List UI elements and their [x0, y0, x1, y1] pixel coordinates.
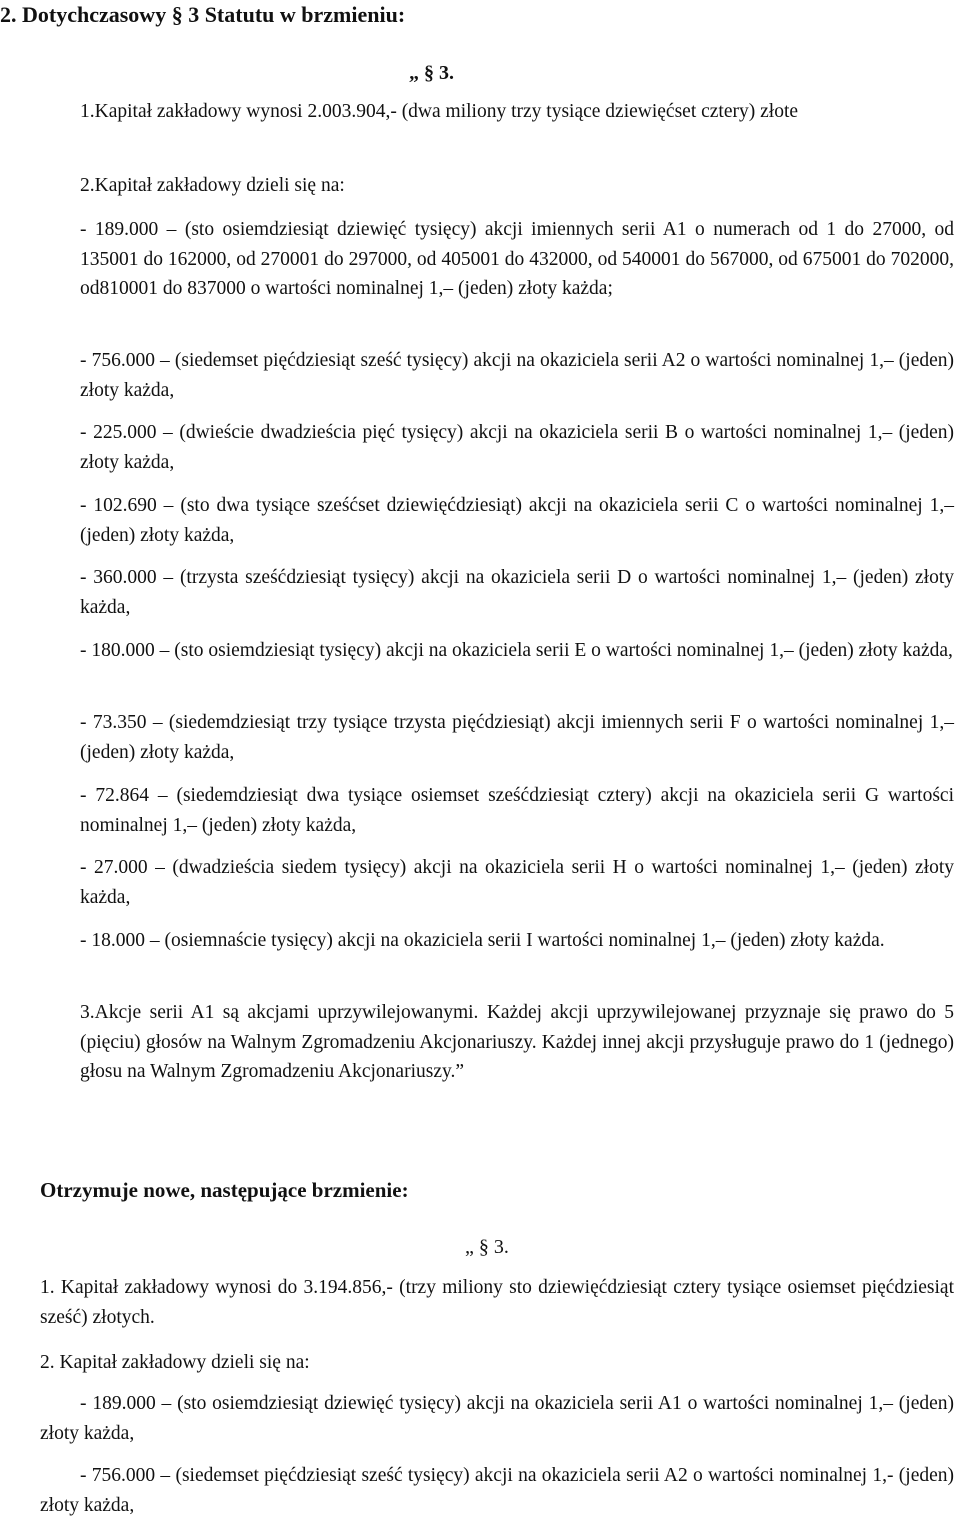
old-heading: 2. Dotychczasowy § 3 Statutu w brzmieniu: — [0, 2, 406, 27]
old-section-mark: „ § 3. — [409, 62, 454, 84]
new-item-2: - 756.000 – (siedemset pięćdziesiąt sześć tysięcy) akcji na okaziciela serii A2 o wartości nominalnej 1,- (jeden) złoty każda, — [40, 1465, 954, 1516]
old-item-9: - 27.000 – (dwadzieścia siedem tysięcy) akcji na okaziciela serii H o wartości nominalnej 1,– (jeden) złoty każda, — [80, 857, 954, 908]
new-paragraph-2: 2. Kapitał zakładowy dzieli się na: — [40, 1352, 310, 1373]
old-paragraph-1: 1.Kapitał zakładowy wynosi 2.003.904,- (dwa miliony trzy tysiące dziewięćset cztery) złote — [80, 101, 799, 122]
old-item-6: - 180.000 – (sto osiemdziesiąt tysięcy) akcji na okaziciela serii E o wartości nominalnej 1,– (jeden) złoty każda, — [80, 640, 953, 661]
new-section-mark: „ § 3. — [465, 1236, 509, 1258]
old-paragraph-3: 3.Akcje serii A1 są akcjami uprzywilejowanymi. Każdej akcji uprzywilejowanej przyznaje się prawo do 5 (pięciu) głosów na Walnym Zgromadzeniu Akcjonariuszy. Każdej innej akcji przysługuje prawo do 1 (jednego) głosu na Walnym Zgromadzeniu Akcjonariuszy.” — [80, 1002, 954, 1082]
old-item-4: - 102.690 – (sto dwa tysiące sześćset dziewięćdziesiąt) akcji na okaziciela serii C o wartości nominalnej 1,– (jeden) złoty każda, — [80, 495, 954, 546]
new-item-1: - 189.000 – (sto osiemdziesiąt dziewięć tysięcy) akcji na okaziciela serii A1 o wartości nominalnej 1,– (jeden) złoty każda, — [40, 1393, 954, 1444]
old-paragraph-2: 2.Kapitał zakładowy dzieli się na: — [80, 175, 345, 196]
new-paragraph-1: 1. Kapitał zakładowy wynosi do 3.194.856,- (trzy miliony sto dziewięćdziesiąt cztery tysiące osiemset pięćdziesiąt sześć) złotych. — [40, 1277, 954, 1328]
old-item-2: - 756.000 – (siedemset pięćdziesiąt sześć tysięcy) akcji na okaziciela serii A2 o wartości nominalnej 1,– (jeden) złoty każda, — [80, 350, 954, 401]
old-item-10: - 18.000 – (osiemnaście tysięcy) akcji na okaziciela serii I wartości nominalnej 1,– (jeden) złoty każda. — [80, 930, 885, 951]
old-item-1: - 189.000 – (sto osiemdziesiąt dziewięć tysięcy) akcji imiennych serii A1 o numerach od 1 do 27000, od 135001 do 162000, od 270001 do 297000, od 405001 do 432000, od 540001 do 567000, od 675001 do 702000, od810001 do 837000 o wartości nominalnej 1,– (jeden) złoty każda; — [80, 219, 954, 299]
old-item-8: - 72.864 – (siedemdziesiąt dwa tysiące osiemset sześćdziesiąt cztery) akcji na okaziciela serii G wartości nominalnej 1,– (jeden) złoty każda, — [80, 785, 954, 836]
old-item-5: - 360.000 – (trzysta sześćdziesiąt tysięcy) akcji na okaziciela serii D o wartości nominalnej 1,– (jeden) złoty każda, — [80, 567, 954, 618]
new-heading: Otrzymuje nowe, następujące brzmienie: — [40, 1178, 409, 1202]
old-item-3: - 225.000 – (dwieście dwadzieścia pięć tysięcy) akcji na okaziciela serii B o wartości nominalnej 1,– (jeden) złoty każda, — [80, 422, 954, 473]
old-item-7: - 73.350 – (siedemdziesiąt trzy tysiące trzysta pięćdziesiąt) akcji imiennych serii F o wartości nominalnej 1,– (jeden) złoty każda, — [80, 712, 954, 763]
